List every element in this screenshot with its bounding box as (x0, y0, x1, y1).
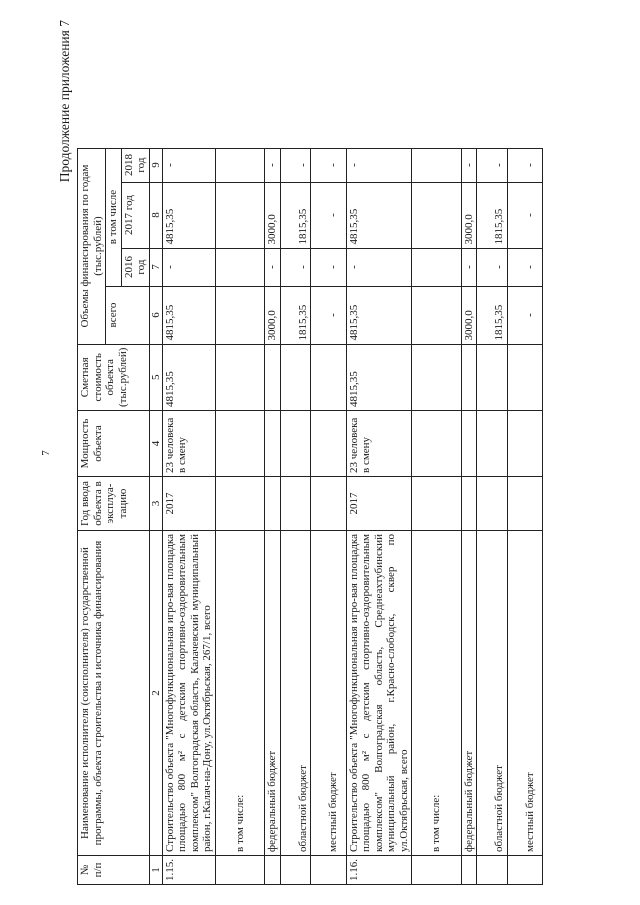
col-num-8: 8 (149, 182, 162, 248)
commission-year: 2017 (346, 477, 412, 531)
funding-total: 4815,35 (162, 286, 215, 344)
budget-2017: - (507, 182, 543, 248)
budget-2016: - (280, 248, 311, 286)
object-capacity: 23 человека в смену (346, 411, 412, 477)
header-cost: Сметная стоимость объекта (тыс.рублей) (78, 344, 150, 410)
header-year: Год ввода объекта в эксплуа-тацию (78, 477, 150, 531)
budget-total: - (507, 286, 543, 344)
funding-total: 4815,35 (346, 286, 412, 344)
col-num-3: 3 (149, 477, 162, 531)
header-capacity: Мощность объекта (78, 411, 150, 477)
budget-label: областной бюджет (280, 531, 311, 856)
budget-2017: 3000,0 (461, 182, 477, 248)
table-row (311, 148, 347, 884)
incl-label: в том числе: (412, 531, 462, 856)
budget-2018: - (507, 148, 543, 182)
table-row (162, 148, 215, 884)
budget-2017: 1815,35 (280, 182, 311, 248)
commission-year: 2017 (162, 477, 215, 531)
table-row (265, 148, 281, 884)
header-row-1 (78, 148, 106, 884)
funding-2016: - (346, 248, 412, 286)
budget-2018: - (311, 148, 347, 182)
budget-2018: - (280, 148, 311, 182)
budget-2018: - (477, 148, 508, 182)
budget-total: 1815,35 (280, 286, 311, 344)
col-num-2: 2 (149, 531, 162, 856)
row-number: 1.15. (162, 856, 215, 885)
financing-table (77, 148, 543, 885)
table-row (477, 148, 508, 884)
funding-2018: - (162, 148, 215, 182)
header-incl: в том числе (106, 148, 122, 286)
funding-2016: - (162, 248, 215, 286)
budget-2018: - (265, 148, 281, 182)
table-row (461, 148, 477, 884)
budget-2017: 3000,0 (265, 182, 281, 248)
budget-2016: - (265, 248, 281, 286)
rotated-page (55, 0, 640, 905)
col-num-1: 1 (149, 856, 162, 885)
header-total: всего (106, 286, 150, 344)
funding-2017: 4815,35 (346, 182, 412, 248)
header-no: № п/п (78, 856, 150, 885)
estimated-cost: 4815,35 (162, 344, 215, 410)
table-row (215, 148, 265, 884)
budget-total: 3000,0 (461, 286, 477, 344)
col-num-6: 6 (149, 286, 162, 344)
budget-2016: - (507, 248, 543, 286)
budget-2017: 1815,35 (477, 182, 508, 248)
budget-2016: - (477, 248, 508, 286)
col-num-5: 5 (149, 344, 162, 410)
col-num-7: 7 (149, 248, 162, 286)
row-number: 1.16. (346, 856, 412, 885)
budget-label: федеральный бюджет (461, 531, 477, 856)
col-num-4: 4 (149, 411, 162, 477)
col-num-9: 9 (149, 148, 162, 182)
incl-label: в том числе: (215, 531, 265, 856)
budget-total: 1815,35 (477, 286, 508, 344)
object-capacity: 23 человека в смену (162, 411, 215, 477)
funding-2017: 4815,35 (162, 182, 215, 248)
object-name: Строительство объекта "Многофункциональная игро-вая площадка площадью 800 м² с детским спортивно-оздоровительным комплексом" Волгоградская область, Калачевский муниципальный район, г.Калач-на-Дону, ул.Октябрьская, 267/1, всего (162, 531, 215, 856)
budget-total: - (311, 286, 347, 344)
funding-2018: - (346, 148, 412, 182)
table-row (507, 148, 543, 884)
header-2017: 2017 год (121, 182, 149, 248)
table-row (280, 148, 311, 884)
budget-label: местный бюджет (507, 531, 543, 856)
budget-2016: - (311, 248, 347, 286)
object-name: Строительство объекта "Многофункциональная игро-вая площадка площадью 800 м² с детским спортивно-оздоровительным комплексом" Волгоградская область, Среднеахтубинский муниципальный район, г.Красно-слободск, сквер по ул.Октябрьская, всего (346, 531, 412, 856)
budget-2016: - (461, 248, 477, 286)
appendix-caption: Продолжение приложения 7 (57, 20, 72, 183)
budget-2017: - (311, 182, 347, 248)
column-numbers-row (149, 148, 162, 884)
table-row (346, 148, 412, 884)
header-name: Наименование исполнителя (соисполнителя) государственной программы, объекта строительства и источника финансирования (78, 531, 150, 856)
header-funding: Объемы финансирования по годам (тыс.рублей) (78, 148, 106, 344)
page-number: 7 (40, 450, 52, 456)
header-2016: 2016 год (121, 248, 149, 286)
estimated-cost: 4815,35 (346, 344, 412, 410)
budget-total: 3000,0 (265, 286, 281, 344)
budget-2018: - (461, 148, 477, 182)
table-row (412, 148, 462, 884)
budget-label: местный бюджет (311, 531, 347, 856)
header-2018: 2018 год (121, 148, 149, 182)
budget-label: федеральный бюджет (265, 531, 281, 856)
budget-label: областной бюджет (477, 531, 508, 856)
